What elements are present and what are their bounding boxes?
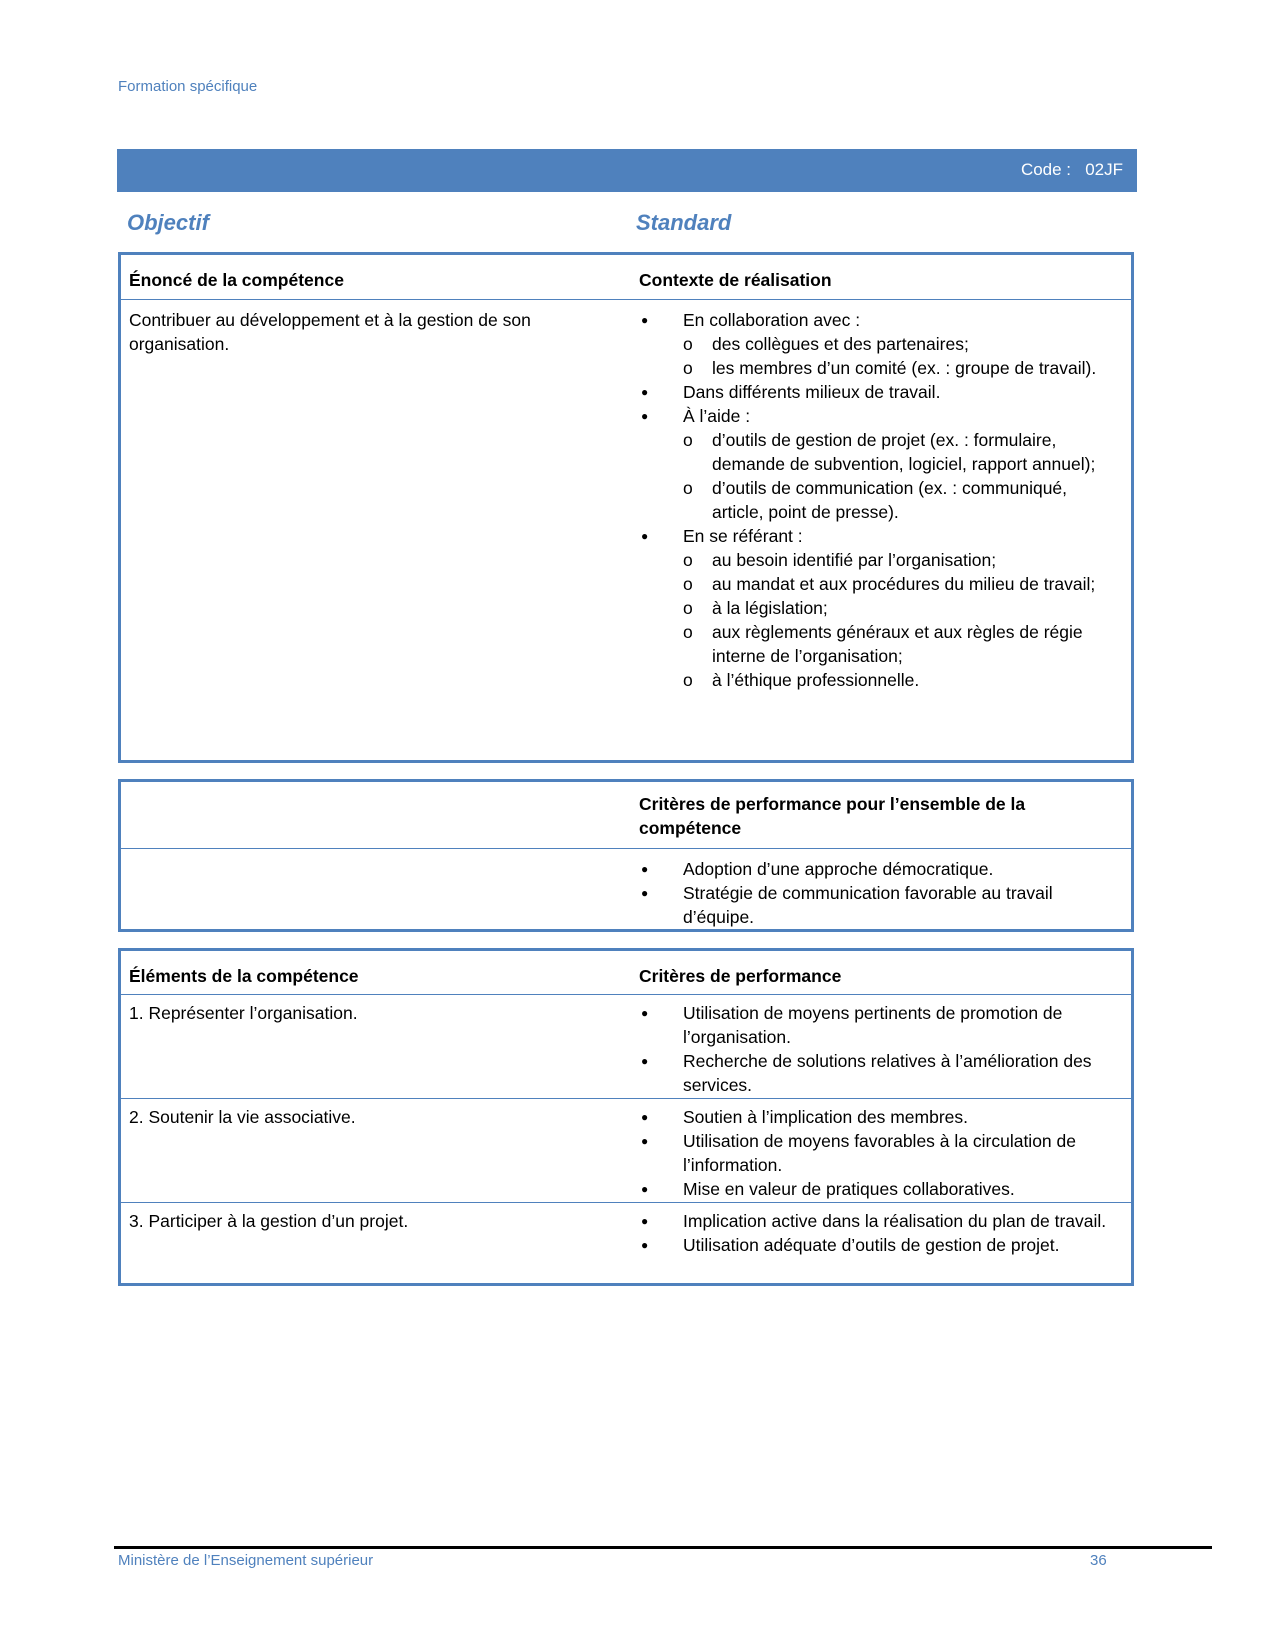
code-bar (117, 149, 1137, 192)
context-subitem: o des collègues et des partenaires; (683, 332, 1123, 356)
context-subitem: o d’outils de communication (ex. : communiqué, article, point de presse). (683, 476, 1123, 524)
overall-criterion: ● Stratégie de communication favorable au travail d’équipe. (639, 881, 1123, 929)
overall-criteria-body-row (121, 848, 1131, 929)
footer-divider (114, 1546, 1212, 1549)
context-item: ● À l’aide : o d’outils de gestion de projet (ex. : formulaire, demande de subvention, logiciel, rapport annuel); o d’outils de communication (ex. : communiqué, article, point de presse). (639, 404, 1123, 524)
element-label: 2. Soutenir la vie associative. (129, 1107, 356, 1127)
context-subitem: o au mandat et aux procédures du milieu de travail; (683, 572, 1123, 596)
overall-criteria-list (639, 857, 1123, 929)
context-subitem: o d’outils de gestion de projet (ex. : formulaire, demande de subvention, logiciel, rapport annuel); (683, 428, 1123, 476)
element-row (121, 1202, 1131, 1257)
context-list (639, 308, 1123, 692)
criterion-item: ● Utilisation de moyens favorables à la circulation de l’information. (639, 1129, 1123, 1177)
objective-heading: Objectif (127, 210, 209, 235)
program-label: Formation spécifique (118, 78, 258, 95)
context-item: ● Dans différents milieux de travail. (639, 380, 1123, 404)
criterion-item: ● Recherche de solutions relatives à l’amélioration des services. (639, 1049, 1123, 1097)
context-subitem: o à l’éthique professionnelle. (683, 668, 1123, 692)
overall-criteria-table (118, 779, 1134, 932)
standard-heading: Standard (636, 210, 732, 235)
context-item: ● En se référant : o au besoin identifié par l’organisation; o au mandat et aux procédures du milieu de travail; o à la législation; o aux règlements généraux et aux règles de régie interne de l’organisation; o à l’éthique professionnelle. (639, 524, 1123, 692)
elements-header: Éléments de la compétence (129, 966, 359, 986)
overall-criterion: ● Adoption d’une approche démocratique. (639, 857, 1123, 881)
criteria-header: Critères de performance (639, 966, 842, 986)
context-header: Contexte de réalisation (639, 270, 832, 290)
overall-criteria-header-row (121, 782, 1131, 848)
element-label: 3. Participer à la gestion d’un projet. (129, 1211, 409, 1231)
competency-code: Code : 02JF (1020, 160, 1123, 179)
elements-header-row (121, 951, 1131, 994)
footer-ministry: Ministère de l’Enseignement supérieur (118, 1552, 374, 1569)
page-number: 36 (1090, 1552, 1107, 1569)
criterion-item: ● Mise en valeur de pratiques collaboratives. (639, 1177, 1123, 1201)
context-subitem: o au besoin identifié par l’organisation; (683, 548, 1123, 572)
competence-header-row (121, 255, 1131, 299)
criterion-item: ● Utilisation de moyens pertinents de promotion de l’organisation. (639, 1001, 1123, 1049)
element-row (121, 994, 1131, 1098)
context-item: ● En collaboration avec : o des collègues et des partenaires; o les membres d’un comité (ex. : groupe de travail). (639, 308, 1123, 380)
element-row (121, 1098, 1131, 1202)
context-subitem: o à la législation; (683, 596, 1123, 620)
overall-criteria-header: Critères de performance pour l’ensemble de la compétence (639, 794, 1026, 838)
competence-table (118, 252, 1134, 763)
competence-statement-header: Énoncé de la compétence (129, 270, 344, 290)
criterion-item: ● Implication active dans la réalisation du plan de travail. (639, 1209, 1123, 1233)
context-subitem: o aux règlements généraux et aux règles de régie interne de l’organisation; (683, 620, 1123, 668)
competence-body-row (121, 299, 1131, 692)
context-subitem: o les membres d’un comité (ex. : groupe de travail). (683, 356, 1123, 380)
element-label: 1. Représenter l’organisation. (129, 1003, 358, 1023)
elements-table (118, 948, 1134, 1286)
criterion-item: ● Utilisation adéquate d’outils de gestion de projet. (639, 1233, 1123, 1257)
criterion-item: ● Soutien à l’implication des membres. (639, 1105, 1123, 1129)
competence-statement: Contribuer au développement et à la gestion de son organisation. (129, 310, 531, 354)
